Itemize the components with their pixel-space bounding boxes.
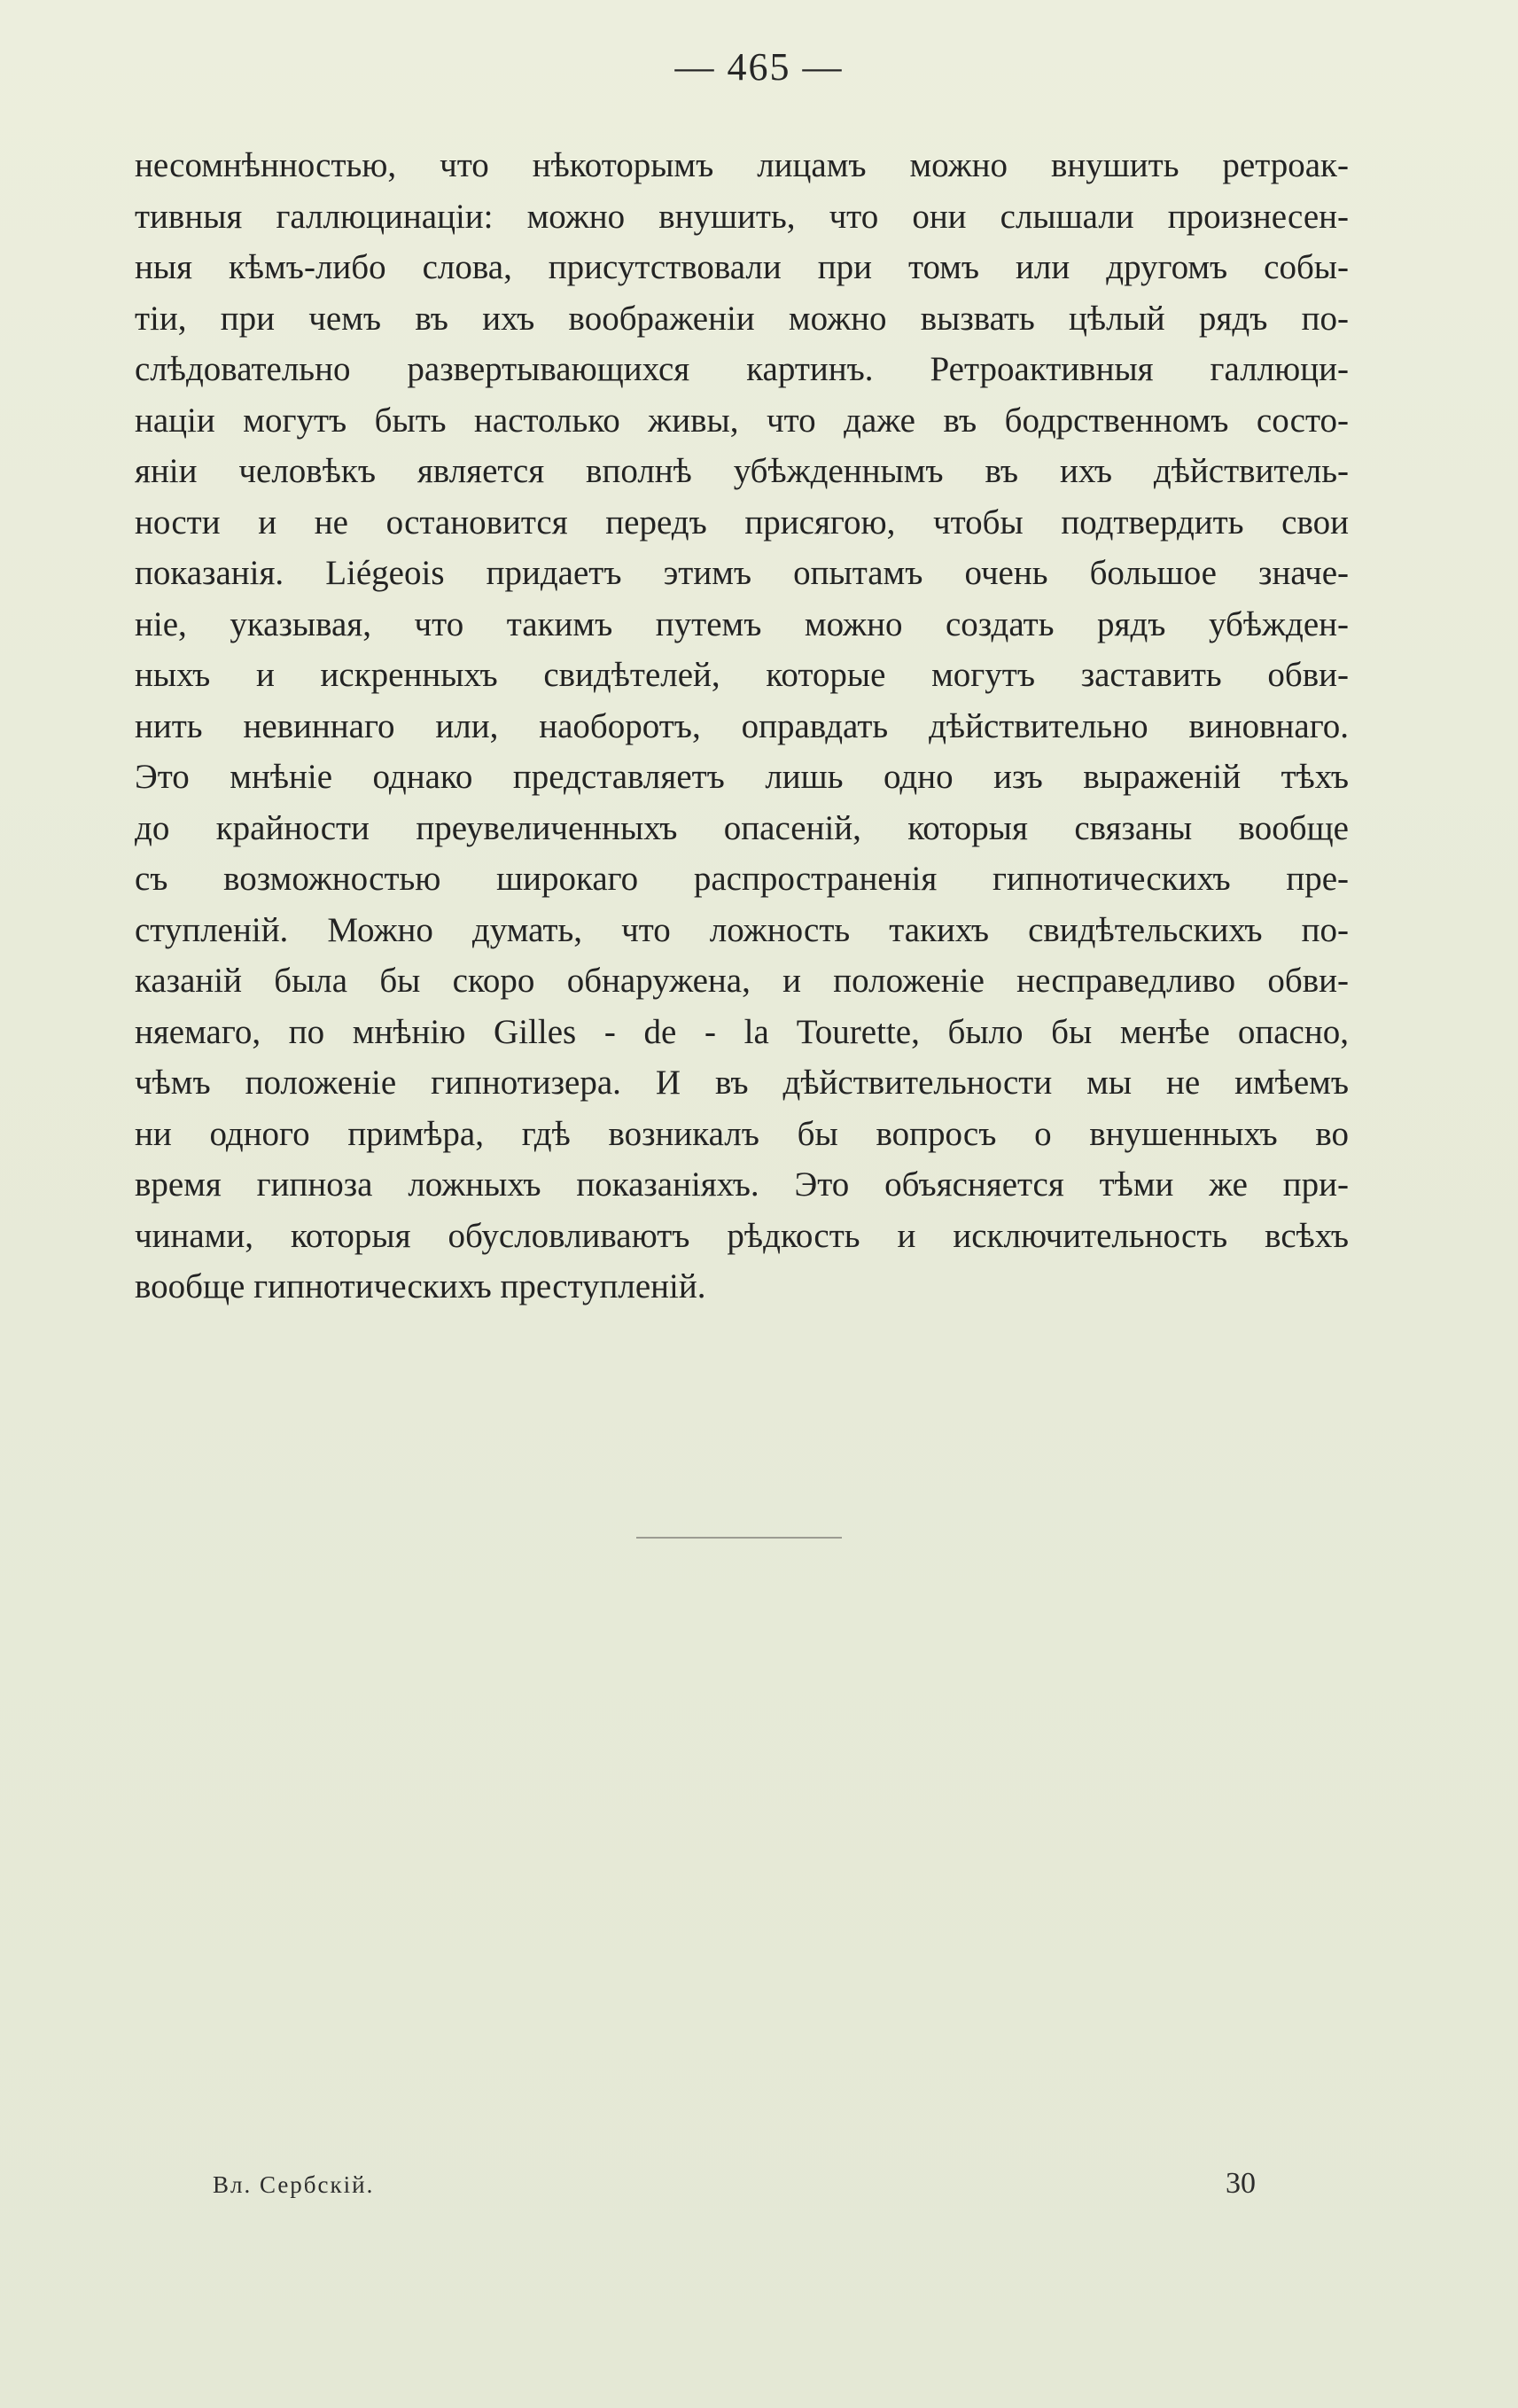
text-line: ступленій. Можно думать, что ложность такихъ свидѣтельскихъ по-	[135, 910, 1349, 949]
text-line: яніи человѣкъ является вполнѣ убѣжденнымъ въ ихъ дѣйствитель-	[135, 452, 1349, 490]
text-line: ныя кѣмъ-либо слова, присутствовали при томъ или другомъ собы-	[135, 248, 1349, 286]
text-line: ніе, указывая, что такимъ путемъ можно создать рядъ убѣжден-	[135, 604, 1349, 643]
text-line: тивныя галлюцинаціи: можно внушить, что они слышали произнесен-	[135, 197, 1349, 236]
text-line: Это мнѣніе однако представляетъ лишь одно изъ выраженій тѣхъ	[135, 758, 1349, 796]
text-line: нить невиннаго или, наоборотъ, оправдать дѣйствительно виновнаго.	[135, 706, 1349, 745]
text-line: чѣмъ положеніе гипнотизера. И въ дѣйствительности мы не имѣемъ	[135, 1064, 1349, 1102]
text-line: время гипноза ложныхъ показаніяхъ. Это объясняется тѣми же при-	[135, 1165, 1349, 1204]
text-line: тіи, при чемъ въ ихъ воображеніи можно вызвать цѣлый рядъ по-	[135, 299, 1349, 338]
body-paragraph	[135, 140, 1349, 1313]
text-line: націи могутъ быть настолько живы, что даже въ бодрственномъ состо-	[135, 401, 1349, 440]
text-line: казаній была бы скоро обнаружена, и положеніе несправедливо обви-	[135, 962, 1349, 1000]
text-line: слѣдовательно развертывающихся картинъ. Ретроактивныя галлюци-	[135, 350, 1349, 388]
section-divider	[636, 1537, 842, 1539]
text-line: съ возможностью широкаго распространенія гипнотическихъ пре-	[135, 860, 1349, 898]
text-line: ни одного примѣра, гдѣ возникалъ бы вопросъ о внушенныхъ во	[135, 1114, 1349, 1153]
text-line: вообще гипнотическихъ преступленій.	[135, 1267, 706, 1305]
text-line: няемаго, по мнѣнію Gilles - de - la Tourette, было бы менѣе опасно,	[135, 1012, 1349, 1051]
text-line: показанія. Liégeois придаетъ этимъ опытамъ очень большое значе-	[135, 554, 1349, 592]
footer-signature: Вл. Сербскій.	[213, 2171, 375, 2198]
text-line: несомнѣнностью, что нѣкоторымъ лицамъ можно внушить ретроак-	[135, 146, 1349, 184]
text-line: ныхъ и искренныхъ свидѣтелей, которые могутъ заставить обви-	[135, 656, 1349, 694]
text-line: чинами, которыя обусловливаютъ рѣдкость и исключительность всѣхъ	[135, 1216, 1349, 1255]
text-line: до крайности преувеличенныхъ опасеній, которыя связаны вообще	[135, 808, 1349, 847]
signature-mark: 30	[1226, 2167, 1256, 2200]
page-number: — 465 —	[674, 45, 844, 89]
text-line: ности и не остановится передъ присягою, чтобы подтвердить свои	[135, 503, 1349, 542]
